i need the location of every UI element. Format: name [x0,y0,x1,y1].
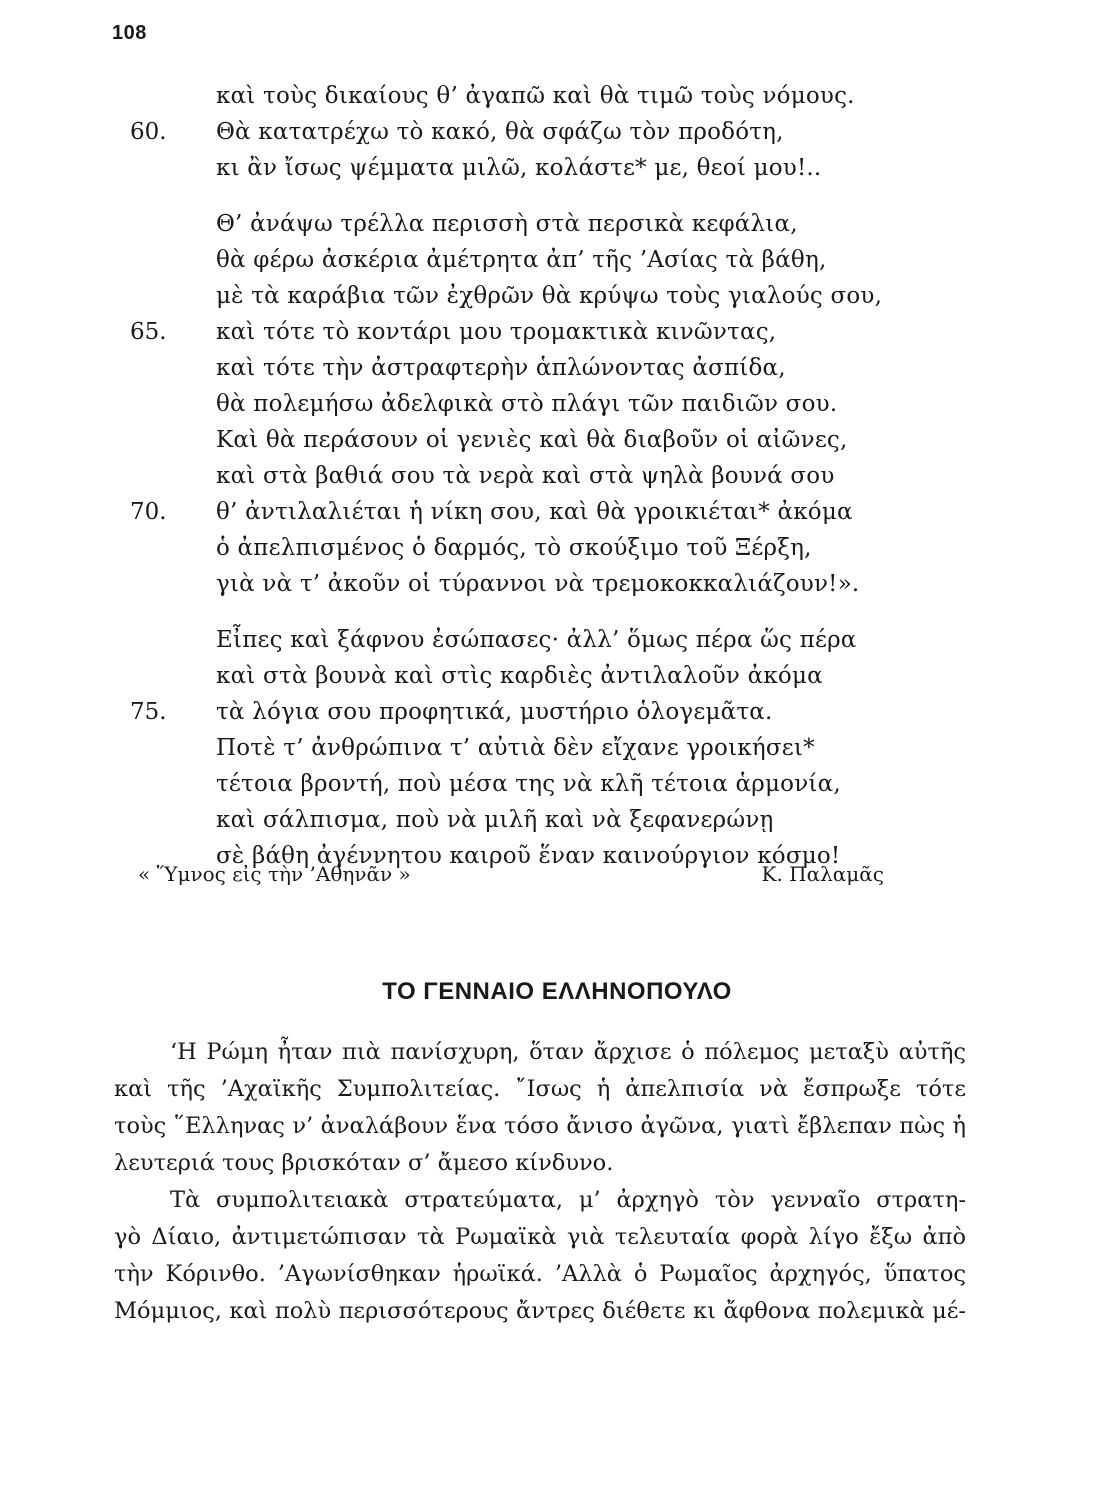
poem-line [0,622,1114,658]
poem-line [0,730,1114,766]
poem-line [0,694,1114,730]
verse-text: καὶ τοὺς δικαίους θ’ ἀγαπῶ καὶ θὰ τιμῶ τοὺς νόμους. [216,83,855,109]
prose-line: ‘Η Ρώμη ἦταν πιὰ πανίσχυρη, ὅταν ἄρχισε ὁ πόλεμος μεταξὺ αὐτῆς [170,1039,966,1065]
prose-line: γὸ Δίαιο, ἀντιμετώπισαν τὰ Ρωμαϊκὰ γιὰ τελευταία φορὰ λίγο ἔξω ἀπὸ [114,1224,966,1250]
verse-text: τέτοια βροντή, ποὺ μέσα της νὰ κλῆ τέτοια ἁρμονία, [216,771,841,797]
poem-line [0,566,1114,602]
prose-body [114,1034,966,1330]
prose-line: λευτεριά τους βρισκόταν σ’ ἄμεσο κίνδυνο. [114,1150,614,1176]
poem-line [0,530,1114,566]
line-number: 65. [130,319,167,345]
verse-text: καὶ στὰ βουνὰ καὶ στὶς καρδιὲς ἀντιλαλοῦν ἀκόμα [216,663,823,689]
verse-text: κι ἂν ἴσως ψέμματα μιλῶ, κολάστε* με, θεοί μου!.. [216,155,822,181]
verse-text: θὰ πολεμήσω ἀδελφικὰ στὸ πλάγι τῶν παιδιῶν σου. [216,391,838,417]
poem-line [0,422,1114,458]
poem-line [0,278,1114,314]
page-number: 108 [112,22,147,44]
poem [0,78,1114,874]
section-title: ΤΟ ΓΕΝΝΑΙΟ ΕΛΛΗΝΟΠΟΥΛΟ [382,978,732,1005]
poem-line [0,314,1114,350]
verse-text: καὶ στὰ βαθιά σου τὰ νερὰ καὶ στὰ ψηλὰ βουνά σου [216,463,835,489]
verse-text: μὲ τὰ καράβια τῶν ἐχθρῶν θὰ κρύψω τοὺς γιαλούς σου, [216,283,883,309]
verse-text: Θ’ ἀνάψω τρέλλα περισσὴ στὰ περσικὰ κεφάλια, [216,211,798,237]
poem-line [0,114,1114,150]
poem-line [0,78,1114,114]
prose-line: Μόμμιος, καὶ πολὺ περισσότερους ἄντρες διέθετε κι ἄφθονα πολεμικὰ μέ- [114,1298,966,1324]
prose-line: καὶ τῆς ’Αχαϊκῆς Συμπολιτείας. ῎Ισως ἡ ἀπελπισία νὰ ἔσπρωξε τότε [114,1076,966,1102]
verse-text: τὰ λόγια σου προφητικά, μυστήριο ὁλογεμᾶτα. [216,699,773,725]
poem-line [0,458,1114,494]
verse-text: Ποτὲ τ’ ἀνθρώπινα τ’ αὐτιὰ δὲν εἴχανε γροικήσει* [216,735,815,761]
verse-text: καὶ σάλπισμα, ποὺ νὰ μιλῆ καὶ νὰ ξεφανερώνῃ [216,807,774,833]
line-number: 75. [130,699,167,725]
poem-line [0,242,1114,278]
poem-line [0,150,1114,186]
verse-text: καὶ τότε τὸ κοντάρι μου τρομακτικὰ κινῶντας, [216,319,777,345]
verse-text: Εἶπες καὶ ξάφνου ἐσώπασες· ἀλλ’ ὅμως πέρα ὥς πέρα [216,627,857,653]
verse-text: σὲ βάθη ἀγέννητου καιροῦ ἕναν καινούργιον κόσμο! [216,843,841,869]
poem-line [0,350,1114,386]
verse-text: ὁ ἀπελπισμένος ὁ δαρμός, τὸ σκούξιμο τοῦ Ξέρξη, [216,535,812,561]
verse-text: Θὰ κατατρέχω τὸ κακό, θὰ σφάζω τὸν προδότη, [216,119,784,145]
verse-text: γιὰ νὰ τ’ ἀκοῦν οἱ τύραννοι νὰ τρεμοκοκκαλιάζουν!». [216,571,860,597]
poem-line [0,658,1114,694]
poem-line [0,802,1114,838]
poem-attribution [0,858,1114,890]
verse-text: θ’ ἀντιλαλιέται ἡ νίκη σου, καὶ θὰ γροικιέται* ἀκόμα [216,499,853,525]
author-name: Κ. Παλαμᾶς [761,862,884,886]
verse-text: θὰ φέρω ἀσκέρια ἀμέτρητα ἀπ’ τῆς ’Ασίας τὰ βάθη, [216,247,827,273]
line-number: 60. [130,119,167,145]
poem-line [0,494,1114,530]
prose-line: Τὰ συμπολιτειακὰ στρατεύματα, μ’ ἀρχηγὸ τὸν γενναῖο στρατη- [170,1187,966,1213]
verse-text: καὶ τότε τὴν ἀστραφτερὴν ἁπλώνοντας ἀσπίδα, [216,355,786,381]
poem-line [0,386,1114,422]
prose-line: τὴν Κόρινθο. ’Αγωνίσθηκαν ἡρωϊκά. ’Αλλὰ ὁ Ρωμαῖος ἀρχηγός, ὕπατος [114,1261,966,1287]
source-title: « Ὕμνος εἰς τὴν ’Αθηνᾶν » [138,862,411,886]
verse-text: Καὶ θὰ περάσουν οἱ γενιὲς καὶ θὰ διαβοῦν οἱ αἰῶνες, [216,427,848,453]
prose-line: τοὺς ῞Ελληνας ν’ ἀναλάβουν ἕνα τόσο ἄνισο ἀγῶνα, γιατὶ ἔβλεπαν πὼς ἡ [114,1113,966,1139]
poem-line [0,206,1114,242]
poem-line [0,766,1114,802]
line-number: 70. [130,499,167,525]
